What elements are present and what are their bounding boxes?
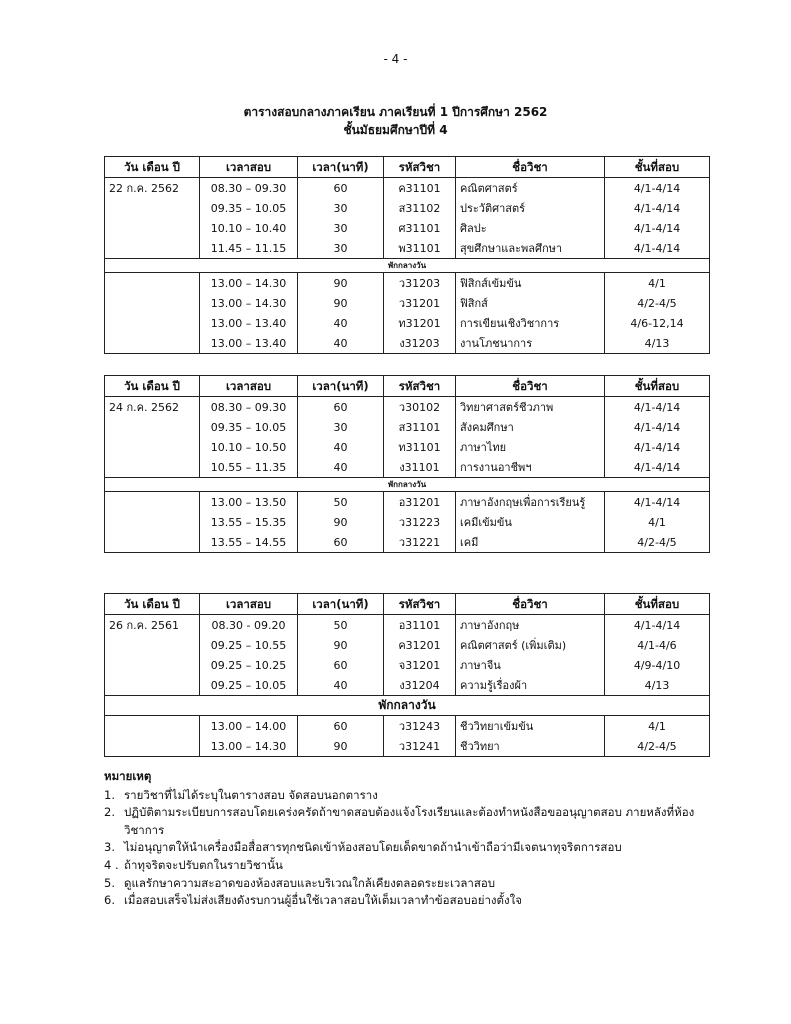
note-number: 6. <box>104 893 115 908</box>
subject-name: การงานอาชีพฯ <box>456 457 605 478</box>
notes-section <box>104 768 704 910</box>
exam-class: 4/1 <box>605 273 710 294</box>
exam-class: 4/1-4/14 <box>605 615 710 636</box>
table-row <box>105 492 710 513</box>
exam-minutes: 50 <box>298 615 384 636</box>
subject-code: ว30102 <box>384 397 456 418</box>
exam-time: 13.00 – 14.00 <box>200 716 298 737</box>
subject-name: ชีววิทยาเข้มข้น <box>456 716 605 737</box>
subject-name: ภาษาอังกฤษ <box>456 615 605 636</box>
header-subject: ชื่อวิชา <box>456 157 605 178</box>
subject-code: ว31201 <box>384 293 456 313</box>
subject-name: วิทยาศาสตร์ชีวภาพ <box>456 397 605 418</box>
table-row <box>105 437 710 457</box>
table-row <box>105 333 710 354</box>
table-row <box>105 273 710 294</box>
exam-minutes: 60 <box>298 532 384 553</box>
subject-code: ท31201 <box>384 313 456 333</box>
header-code: รหัสวิชา <box>384 157 456 178</box>
subject-code: จ31201 <box>384 655 456 675</box>
header-class: ชั้นที่สอบ <box>605 594 710 615</box>
subject-code: ว31221 <box>384 532 456 553</box>
lunch-break-row <box>105 259 710 273</box>
exam-minutes: 60 <box>298 178 384 199</box>
exam-time: 08.30 - 09.20 <box>200 615 298 636</box>
exam-minutes: 90 <box>298 293 384 313</box>
exam-time: 13.00 – 14.30 <box>200 736 298 757</box>
exam-time: 13.00 – 13.40 <box>200 313 298 333</box>
subject-name: เคมี <box>456 532 605 553</box>
exam-table-day2 <box>104 375 710 553</box>
exam-minutes: 90 <box>298 635 384 655</box>
header-class: ชั้นที่สอบ <box>605 376 710 397</box>
exam-time: 08.30 – 09.30 <box>200 178 298 199</box>
table-row <box>105 716 710 737</box>
table-row <box>105 417 710 437</box>
subject-code: ง31203 <box>384 333 456 354</box>
exam-table-day1 <box>104 156 710 354</box>
lunch-break-label: พักกลางวัน <box>105 478 710 492</box>
exam-minutes: 40 <box>298 437 384 457</box>
note-text: ไม่อนุญาตให้นำเครื่องมือสื่อสารทุกชนิดเข้าห้องสอบโดยเด็ดขาดถ้านำเข้าถือว่ามีเจตนาทุจริตการสอบ <box>124 840 622 855</box>
exam-time: 09.35 – 10.05 <box>200 198 298 218</box>
exam-class: 4/1-4/14 <box>605 198 710 218</box>
header-subject: ชื่อวิชา <box>456 376 605 397</box>
exam-class: 4/1-4/14 <box>605 417 710 437</box>
subject-code: ส31102 <box>384 198 456 218</box>
note-text: ดูแลรักษาความสะอาดของห้องสอบและบริเวณใกล้เคียงตลอดระยะเวลาสอบ <box>124 875 496 890</box>
exam-time: 09.25 – 10.25 <box>200 655 298 675</box>
exam-minutes: 30 <box>298 218 384 238</box>
subject-code: ส31101 <box>384 417 456 437</box>
subject-name: งานโภชนาการ <box>456 333 605 354</box>
exam-minutes: 40 <box>298 313 384 333</box>
exam-class: 4/1-4/14 <box>605 218 710 238</box>
note-text: รายวิชาที่ไม่ได้ระบุในตารางสอบ จัดสอบนอกตาราง <box>124 787 378 802</box>
subject-code: พ31101 <box>384 238 456 259</box>
header-minutes: เวลา(นาที) <box>298 594 384 615</box>
note-item <box>104 839 704 857</box>
note-item <box>104 892 704 910</box>
exam-class: 4/1 <box>605 512 710 532</box>
exam-minutes: 40 <box>298 675 384 696</box>
notes-heading: หมายเหตุ <box>104 769 152 783</box>
exam-time: 09.25 – 10.55 <box>200 635 298 655</box>
exam-minutes: 60 <box>298 716 384 737</box>
exam-time: 13.00 – 14.30 <box>200 273 298 294</box>
table-row <box>105 635 710 655</box>
exam-time: 09.35 – 10.05 <box>200 417 298 437</box>
exam-date: 24 ก.ค. 2562 <box>105 397 200 418</box>
subject-code: ค31201 <box>384 635 456 655</box>
header-date: วัน เดือน ปี <box>105 157 200 178</box>
subject-code: ว31243 <box>384 716 456 737</box>
subject-name: คณิตศาสตร์ (เพิ่มเติม) <box>456 635 605 655</box>
subject-name: ความรู้เรื่องผ้า <box>456 675 605 696</box>
header-date: วัน เดือน ปี <box>105 376 200 397</box>
subject-name: ฟิสิกส์เข้มข้น <box>456 273 605 294</box>
note-number: 2. <box>104 805 115 820</box>
table-row <box>105 675 710 696</box>
table-row <box>105 313 710 333</box>
exam-class: 4/1-4/14 <box>605 238 710 259</box>
page-title: ตารางสอบกลางภาคเรียน ภาคเรียนที่ 1 ปีการศึกษา 2562 <box>243 105 548 119</box>
note-number: 4 . <box>104 857 119 872</box>
subject-name: สังคมศึกษา <box>456 417 605 437</box>
table-row <box>105 218 710 238</box>
subject-name: ภาษาไทย <box>456 437 605 457</box>
exam-time: 09.25 – 10.05 <box>200 675 298 696</box>
note-item <box>104 857 704 875</box>
header-time: เวลาสอบ <box>200 376 298 397</box>
subject-code: ท31101 <box>384 437 456 457</box>
exam-time: 13.55 – 15.35 <box>200 512 298 532</box>
exam-date: 22 ก.ค. 2562 <box>105 178 200 199</box>
exam-class: 4/2-4/5 <box>605 736 710 757</box>
page-number: - 4 - <box>383 52 408 66</box>
exam-class: 4/13 <box>605 333 710 354</box>
note-item <box>104 875 704 893</box>
note-number: 1. <box>104 787 115 802</box>
exam-minutes: 30 <box>298 198 384 218</box>
subject-name: ศิลปะ <box>456 218 605 238</box>
table-row <box>105 198 710 218</box>
exam-time: 10.55 – 11.35 <box>200 457 298 478</box>
exam-minutes: 40 <box>298 333 384 354</box>
exam-minutes: 90 <box>298 736 384 757</box>
note-text: ถ้าทุจริตจะปรับตกในรายวิชานั้น <box>124 857 283 872</box>
exam-minutes: 60 <box>298 655 384 675</box>
header-minutes: เวลา(นาที) <box>298 376 384 397</box>
exam-minutes: 50 <box>298 492 384 513</box>
subject-code: ว31241 <box>384 736 456 757</box>
exam-minutes: 60 <box>298 397 384 418</box>
subject-name: ฟิสิกส์ <box>456 293 605 313</box>
exam-class: 4/1-4/6 <box>605 635 710 655</box>
header-time: เวลาสอบ <box>200 594 298 615</box>
table-row <box>105 397 710 418</box>
exam-time: 13.55 – 14.55 <box>200 532 298 553</box>
exam-time: 13.00 – 13.40 <box>200 333 298 354</box>
exam-class: 4/13 <box>605 675 710 696</box>
lunch-break-label: พักกลางวัน <box>105 696 710 716</box>
page-subtitle: ชั้นมัธยมศึกษาปีที่ 4 <box>343 123 448 137</box>
table-row <box>105 736 710 757</box>
exam-minutes: 30 <box>298 238 384 259</box>
subject-name: เคมีเข้มข้น <box>456 512 605 532</box>
exam-class: 4/1-4/14 <box>605 178 710 199</box>
exam-minutes: 90 <box>298 273 384 294</box>
note-item <box>104 787 704 805</box>
table-header <box>105 376 710 397</box>
exam-date: 26 ก.ค. 2561 <box>105 615 200 636</box>
exam-minutes: 30 <box>298 417 384 437</box>
exam-table-day3 <box>104 593 710 757</box>
header-subject: ชื่อวิชา <box>456 594 605 615</box>
subject-code: ง31204 <box>384 675 456 696</box>
subject-code: ศ31101 <box>384 218 456 238</box>
note-number: 5. <box>104 875 115 890</box>
exam-class: 4/1-4/14 <box>605 437 710 457</box>
note-number: 3. <box>104 840 115 855</box>
exam-class: 4/1-4/14 <box>605 457 710 478</box>
subject-code: ว31203 <box>384 273 456 294</box>
exam-time: 13.00 – 13.50 <box>200 492 298 513</box>
header-minutes: เวลา(นาที) <box>298 157 384 178</box>
table-row <box>105 512 710 532</box>
table-row <box>105 532 710 553</box>
exam-time: 10.10 – 10.50 <box>200 437 298 457</box>
subject-name: ชีววิทยา <box>456 736 605 757</box>
header-class: ชั้นที่สอบ <box>605 157 710 178</box>
note-text: เมื่อสอบเสร็จไม่ส่งเสียงดังรบกวนผู้อื่นใช้เวลาสอบให้เต็มเวลาทำข้อสอบอย่างตั้งใจ <box>124 893 522 908</box>
table-row <box>105 238 710 259</box>
lunch-break-row <box>105 478 710 492</box>
subject-name: ประวัติศาสตร์ <box>456 198 605 218</box>
subject-name: การเขียนเชิงวิชาการ <box>456 313 605 333</box>
lunch-break-row <box>105 696 710 716</box>
lunch-break-label: พักกลางวัน <box>105 259 710 273</box>
table-row <box>105 615 710 636</box>
table-header <box>105 157 710 178</box>
subject-name: คณิตศาสตร์ <box>456 178 605 199</box>
note-item <box>104 804 704 839</box>
table-row <box>105 457 710 478</box>
subject-code: ว31223 <box>384 512 456 532</box>
exam-time: 13.00 – 14.30 <box>200 293 298 313</box>
table-row <box>105 178 710 199</box>
subject-name: ภาษาจีน <box>456 655 605 675</box>
subject-name: ภาษาอังกฤษเพื่อการเรียนรู้ <box>456 492 605 513</box>
header-code: รหัสวิชา <box>384 594 456 615</box>
table-row <box>105 293 710 313</box>
exam-time: 08.30 – 09.30 <box>200 397 298 418</box>
subject-code: อ31201 <box>384 492 456 513</box>
exam-class: 4/9-4/10 <box>605 655 710 675</box>
exam-time: 11.45 – 11.15 <box>200 238 298 259</box>
exam-class: 4/1-4/14 <box>605 397 710 418</box>
subject-code: ง31101 <box>384 457 456 478</box>
exam-time: 10.10 – 10.40 <box>200 218 298 238</box>
exam-class: 4/1-4/14 <box>605 492 710 513</box>
exam-class: 4/2-4/5 <box>605 293 710 313</box>
header-code: รหัสวิชา <box>384 376 456 397</box>
subject-code: ค31101 <box>384 178 456 199</box>
table-header <box>105 594 710 615</box>
note-text: ปฏิบัติตามระเบียบการสอบโดยเคร่งครัดถ้าขาดสอบต้องแจ้งโรงเรียนและต้องทำหนังสือขออนุญาตสอบ ภายหลังที่ห้องวิชาการ <box>124 805 695 837</box>
subject-name: สุขศึกษาและพลศึกษา <box>456 238 605 259</box>
header-time: เวลาสอบ <box>200 157 298 178</box>
header-date: วัน เดือน ปี <box>105 594 200 615</box>
exam-class: 4/2-4/5 <box>605 532 710 553</box>
exam-minutes: 40 <box>298 457 384 478</box>
subject-code: อ31101 <box>384 615 456 636</box>
exam-class: 4/1 <box>605 716 710 737</box>
exam-minutes: 90 <box>298 512 384 532</box>
exam-class: 4/6-12,14 <box>605 313 710 333</box>
table-row <box>105 655 710 675</box>
